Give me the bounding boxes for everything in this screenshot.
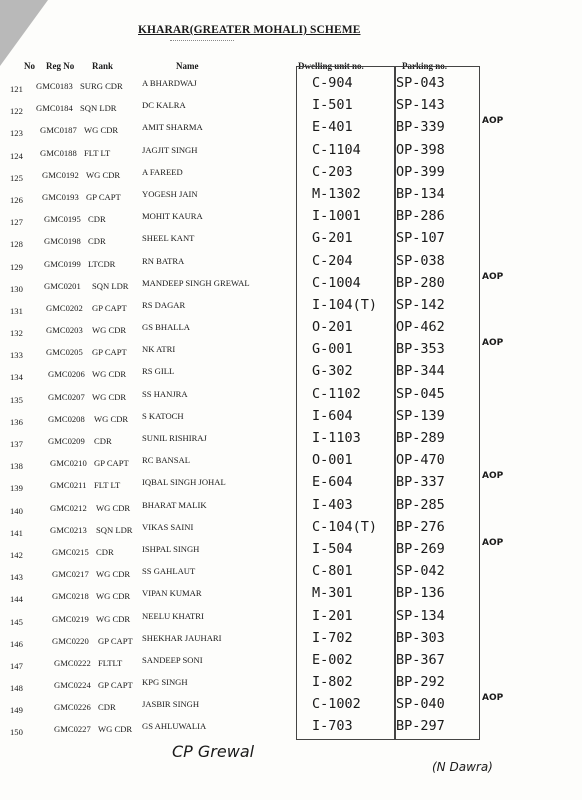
row-rank: SQN LDR: [96, 524, 133, 535]
row-parking-no: SP-038: [396, 252, 445, 269]
row-name: MOHIT KAURA: [142, 211, 203, 222]
row-reg-no: GMC0195: [44, 214, 81, 225]
row-dwelling-unit: C-904: [312, 75, 353, 91]
row-parking-no: SP-142: [396, 296, 445, 313]
row-sno: 128: [10, 239, 23, 250]
row-parking-no: BP-353: [396, 341, 445, 358]
row-rank: FLTLT: [98, 657, 123, 668]
row-rank: SQN LDR: [92, 280, 129, 291]
table-row: [0, 537, 582, 566]
row-reg-no: GMC0211: [50, 480, 87, 491]
row-dwelling-unit: E-604: [312, 474, 353, 491]
row-rank: WG CDR: [96, 569, 131, 580]
row-dwelling-unit: C-1104: [312, 141, 361, 158]
row-rank: GP CAPT: [98, 635, 133, 646]
row-parking-no: BP-285: [396, 496, 445, 513]
row-parking-no: BP-367: [396, 651, 445, 668]
row-name: SS HANJRA: [142, 388, 188, 399]
row-name: SHEKHAR JAUHARI: [142, 632, 222, 643]
row-dwelling-unit: I-604: [312, 407, 353, 424]
row-parking-no: SP-143: [396, 97, 445, 114]
row-rank: SURG CDR: [80, 81, 123, 91]
row-reg-no: GMC0227: [54, 724, 91, 735]
row-dwelling-unit: C-1102: [312, 385, 361, 402]
row-sno: 148: [10, 683, 23, 694]
row-reg-no: GMC0212: [50, 502, 87, 513]
table-row: [0, 585, 582, 610]
col-header-dwelling: Dwelling unit no.: [298, 61, 364, 71]
row-sno: 143: [10, 572, 23, 583]
row-rank: CDR: [88, 236, 106, 247]
row-name: RS GILL: [142, 366, 175, 377]
row-rank: WG CDR: [92, 391, 127, 402]
row-dwelling-unit: O-201: [312, 319, 353, 336]
row-parking-no: BP-292: [396, 674, 445, 691]
row-name: NEELU KHATRI: [142, 610, 204, 621]
row-rank: WG CDR: [98, 724, 133, 735]
row-parking-no: OP-470: [396, 452, 445, 469]
row-name: MANDEEP SINGH GREWAL: [142, 277, 250, 288]
row-sno: 137: [10, 439, 23, 449]
row-note: AOP: [482, 537, 504, 548]
table-row: [0, 651, 582, 677]
table-row: [0, 407, 582, 433]
row-reg-no: GMC0201: [44, 280, 81, 291]
row-sno: 146: [10, 638, 23, 649]
row-sno: 122: [10, 106, 23, 117]
table-row: [0, 75, 582, 100]
row-name: SANDEEP SONI: [142, 654, 203, 665]
table-row: [0, 385, 582, 411]
table-row: [0, 693, 582, 721]
row-rank: CDR: [94, 436, 112, 446]
row-reg-no: GMC0187: [40, 125, 77, 136]
row-rank: WG CDR: [96, 613, 131, 624]
table-row: [0, 141, 582, 167]
col-header-sno: No: [24, 61, 35, 71]
table-row: [0, 296, 582, 322]
row-reg-no: GMC0202: [46, 302, 83, 313]
row-parking-no: BP-339: [396, 119, 445, 136]
signature-left: CP Grewal: [172, 742, 255, 761]
row-parking-no: OP-398: [396, 141, 445, 158]
row-dwelling-unit: I-201: [312, 607, 353, 624]
row-rank: GP CAPT: [92, 302, 127, 313]
row-parking-no: BP-134: [396, 185, 445, 202]
row-parking-no: BP-337: [396, 474, 445, 491]
row-parking-no: BP-276: [396, 518, 445, 535]
row-note: AOP: [482, 271, 504, 282]
row-sno: 139: [10, 483, 23, 494]
row-rank: GP CAPT: [94, 458, 129, 469]
row-parking-no: BP-269: [396, 540, 445, 557]
folded-page-corner: [0, 0, 48, 66]
row-sno: 134: [10, 372, 23, 383]
table-row: [0, 471, 582, 499]
row-sno: 147: [10, 660, 23, 671]
row-sno: 141: [10, 527, 23, 538]
row-dwelling-unit: C-104(T): [312, 518, 378, 535]
row-dwelling-unit: I-501: [312, 97, 353, 114]
row-rank: WG CDR: [94, 413, 129, 424]
row-dwelling-unit: C-1004: [312, 274, 361, 291]
row-dwelling-unit: I-403: [312, 496, 353, 513]
row-name: VIPAN KUMAR: [142, 588, 202, 599]
row-rank: WG CDR: [96, 502, 131, 513]
row-dwelling-unit: G-201: [312, 230, 353, 247]
row-reg-no: GMC0222: [54, 657, 91, 668]
row-parking-no: SP-107: [396, 230, 445, 247]
row-name: A FAREED: [142, 166, 183, 177]
row-reg-no: GMC0217: [52, 569, 89, 580]
row-rank: GP CAPT: [98, 680, 133, 691]
table-row: [0, 718, 582, 743]
row-name: SHEEL KANT: [142, 233, 195, 244]
row-sno: 127: [10, 217, 23, 228]
row-reg-no: GMC0209: [48, 436, 85, 446]
table-row: [0, 629, 582, 655]
row-name: AMIT SHARMA: [142, 122, 203, 133]
row-parking-no: OP-399: [396, 163, 445, 180]
row-sno: 123: [10, 128, 23, 139]
row-sno: 145: [10, 616, 23, 627]
row-dwelling-unit: I-504: [312, 540, 353, 557]
row-sno: 136: [10, 416, 23, 427]
row-parking-no: OP-462: [396, 319, 445, 336]
row-sno: 140: [10, 505, 23, 516]
row-name: GS AHLUWALIA: [142, 721, 207, 732]
row-rank: WG CDR: [92, 369, 127, 380]
row-parking-no: SP-042: [396, 563, 445, 580]
table-row: [0, 116, 582, 144]
row-rank: GP CAPT: [92, 347, 127, 358]
row-reg-no: GMC0188: [40, 147, 77, 158]
row-reg-no: GMC0224: [54, 680, 91, 691]
row-parking-no: SP-045: [396, 385, 445, 402]
row-reg-no: GMC0183: [36, 81, 73, 91]
row-reg-no: GMC0199: [44, 258, 81, 269]
row-parking-no: SP-139: [396, 407, 445, 424]
row-name: A BHARDWAJ: [142, 78, 197, 88]
row-rank: CDR: [98, 702, 116, 713]
row-parking-no: SP-043: [396, 75, 445, 91]
row-rank: LTCDR: [88, 258, 116, 269]
row-sno: 131: [10, 305, 23, 316]
row-dwelling-unit: I-104(T): [312, 296, 378, 313]
row-sno: 149: [10, 705, 23, 716]
row-sno: 130: [10, 283, 23, 294]
row-rank: WG CDR: [84, 125, 119, 136]
row-dwelling-unit: C-203: [312, 163, 353, 180]
row-name: SS GAHLAUT: [142, 566, 196, 577]
allotment-table: [0, 75, 582, 744]
row-sno: 138: [10, 461, 23, 472]
row-name: VIKAS SAINI: [142, 521, 194, 532]
row-reg-no: GMC0193: [42, 191, 79, 202]
row-note: AOP: [482, 338, 504, 349]
row-name: RS DAGAR: [142, 299, 186, 310]
col-header-name: Name: [176, 61, 199, 71]
row-parking-no: SP-040: [396, 696, 445, 713]
row-reg-no: GMC0213: [50, 524, 87, 535]
row-rank: CDR: [88, 214, 106, 225]
row-rank: SQN LDR: [80, 103, 117, 114]
table-row: [0, 271, 582, 300]
row-name: NK ATRI: [142, 344, 176, 355]
row-parking-no: BP-297: [396, 718, 445, 735]
row-sno: 126: [10, 194, 23, 205]
row-parking-no: BP-280: [396, 274, 445, 291]
row-sno: 142: [10, 549, 23, 560]
row-parking-no: BP-289: [396, 430, 445, 446]
table-row: [0, 607, 582, 633]
row-parking-no: BP-344: [396, 363, 445, 380]
row-rank: FLT LT: [94, 480, 121, 491]
row-name: RC BANSAL: [142, 455, 190, 466]
col-header-reg: Reg No: [46, 61, 75, 71]
table-row: [0, 363, 582, 388]
row-reg-no: GMC0192: [42, 169, 79, 180]
col-header-rank: Rank: [92, 61, 114, 71]
table-row: [0, 185, 582, 211]
row-parking-no: BP-286: [396, 208, 445, 225]
row-name: YOGESH JAIN: [142, 188, 198, 199]
row-sno: 121: [10, 84, 23, 94]
row-dwelling-unit: E-002: [312, 651, 353, 668]
row-sno: 125: [10, 172, 23, 183]
row-name: GS BHALLA: [142, 322, 190, 333]
row-reg-no: GMC0226: [54, 702, 91, 713]
row-name: SUNIL RISHIRAJ: [142, 433, 207, 443]
row-rank: GP CAPT: [86, 191, 121, 202]
row-reg-no: GMC0207: [48, 391, 85, 402]
row-sno: 150: [10, 727, 23, 738]
row-reg-no: GMC0210: [50, 458, 87, 469]
table-row: [0, 230, 582, 255]
row-name: KPG SINGH: [142, 677, 188, 688]
row-name: RN BATRA: [142, 255, 185, 266]
row-note: AOP: [482, 116, 504, 127]
row-rank: FLT LT: [84, 147, 111, 158]
table-row: [0, 563, 582, 588]
faint-scribble: [170, 40, 234, 46]
row-note: AOP: [482, 693, 504, 704]
page-title: KHARAR(GREATER MOHALI) SCHEME: [138, 24, 361, 36]
row-dwelling-unit: E-401: [312, 119, 353, 136]
row-sno: 133: [10, 350, 23, 361]
row-reg-no: GMC0218: [52, 591, 89, 602]
row-reg-no: GMC0208: [48, 413, 85, 424]
row-name: S KATOCH: [142, 410, 184, 421]
row-dwelling-unit: M-301: [312, 585, 353, 602]
row-rank: WG CDR: [86, 169, 121, 180]
row-dwelling-unit: I-703: [312, 718, 353, 735]
row-dwelling-unit: I-1001: [312, 208, 361, 225]
row-sno: 135: [10, 394, 23, 405]
row-name: JASBIR SINGH: [142, 699, 200, 710]
row-parking-no: BP-303: [396, 629, 445, 646]
row-name: ISHPAL SINGH: [142, 543, 200, 554]
table-row: [0, 163, 582, 189]
row-dwelling-unit: I-1103: [312, 430, 361, 446]
row-reg-no: GMC0220: [52, 635, 89, 646]
row-reg-no: GMC0198: [44, 236, 81, 247]
row-reg-no: GMC0203: [46, 325, 83, 336]
row-sno: 144: [10, 594, 23, 605]
row-name: DC KALRA: [142, 100, 186, 111]
row-note: AOP: [482, 471, 504, 482]
row-sno: 132: [10, 328, 23, 339]
row-sno: 124: [10, 150, 23, 161]
row-parking-no: SP-134: [396, 607, 445, 624]
row-dwelling-unit: I-702: [312, 629, 353, 646]
col-header-parking: Parking no.: [402, 61, 448, 71]
row-reg-no: GMC0184: [36, 103, 73, 114]
row-reg-no: GMC0219: [52, 613, 89, 624]
row-dwelling-unit: O-001: [312, 452, 353, 469]
row-name: JAGJIT SINGH: [142, 144, 198, 155]
row-name: IQBAL SINGH JOHAL: [142, 477, 226, 488]
row-dwelling-unit: G-302: [312, 363, 353, 380]
row-reg-no: GMC0205: [46, 347, 83, 358]
row-rank: WG CDR: [92, 325, 127, 336]
row-name: BHARAT MALIK: [142, 499, 207, 510]
row-dwelling-unit: C-801: [312, 563, 353, 580]
row-parking-no: BP-136: [396, 585, 445, 602]
row-rank: CDR: [96, 546, 114, 557]
row-dwelling-unit: C-204: [312, 252, 353, 269]
row-dwelling-unit: C-1002: [312, 696, 361, 713]
row-dwelling-unit: I-802: [312, 674, 353, 691]
row-dwelling-unit: M-1302: [312, 185, 361, 202]
table-row: [0, 430, 582, 455]
row-sno: 129: [10, 261, 23, 272]
table-row: [0, 496, 582, 522]
signature-right: (N Dawra): [432, 760, 493, 774]
table-row: [0, 338, 582, 366]
row-reg-no: GMC0215: [52, 546, 89, 557]
row-reg-no: GMC0206: [48, 369, 85, 380]
table-row: [0, 208, 582, 233]
row-rank: WG CDR: [96, 591, 131, 602]
row-dwelling-unit: G-001: [312, 341, 353, 358]
